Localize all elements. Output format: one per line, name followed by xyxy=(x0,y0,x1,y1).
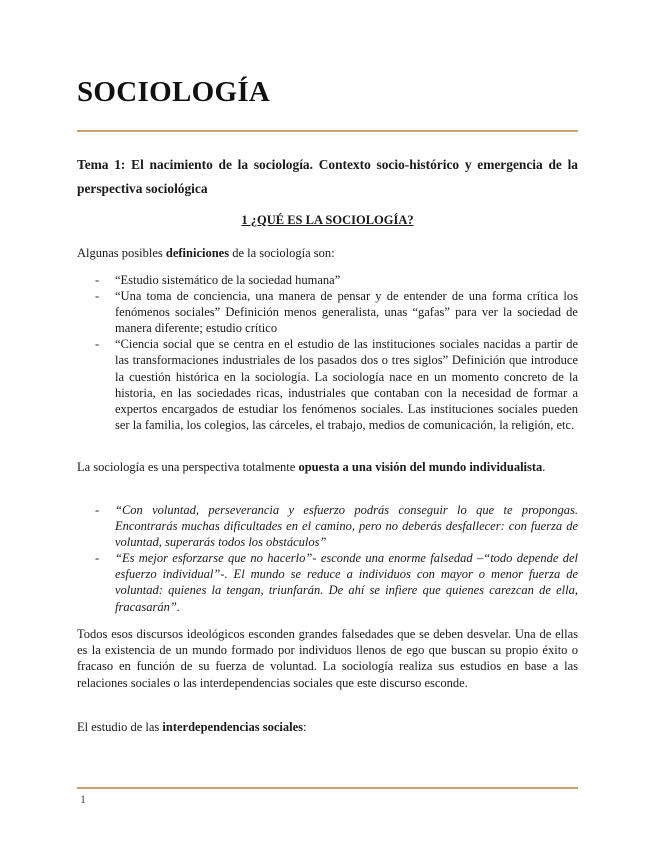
interdependencies-text-after: : xyxy=(303,720,307,734)
interdependencies-paragraph xyxy=(77,719,578,735)
intro-text-after: de la sociología son: xyxy=(229,246,335,260)
definition-text: “Una toma de conciencia, una manera de pensar y de entender de una forma crítica los fenómenos sociales” Definición menos generalista, unas “gafas” para ver la sociedad de manera diferente; estudio crítico xyxy=(115,289,578,336)
dash-bullet: - xyxy=(95,503,100,517)
footer-divider xyxy=(77,787,578,789)
dash-bullet: - xyxy=(95,289,100,304)
section-heading: 1 ¿QUÉ ES LA SOCIOLOGÍA? xyxy=(241,213,414,227)
individualism-text-after: . xyxy=(542,460,546,474)
dash-bullet: - xyxy=(95,337,100,352)
intro-text-before: Algunas posibles xyxy=(77,246,166,260)
intro-bold: definiciones xyxy=(165,246,230,260)
individualism-paragraph xyxy=(77,459,578,475)
quotes-list xyxy=(77,502,578,615)
quote-text: “Con voluntad, perseverancia y esfuerzo podrás conseguir lo que te propongas. Encontrarás muchas dificultades en el camino, pero no deberás desfallecer: con fuerza de voluntad, superarás todos los obstáculos” xyxy=(115,503,578,550)
individualism-text-before: La sociología es una perspectiva totalmente xyxy=(77,460,299,474)
list-item xyxy=(77,550,578,614)
interdependencies-text-before: El estudio de las xyxy=(77,720,163,734)
individualism-bold: opuesta a una visión del mundo individualista xyxy=(298,460,543,474)
document-title: SOCIOLOGÍA xyxy=(77,76,271,108)
intro-paragraph xyxy=(77,245,578,261)
header-divider xyxy=(77,130,578,132)
list-item xyxy=(77,502,578,550)
definition-text: “Estudio sistemático de la sociedad humana” xyxy=(115,273,341,287)
list-item xyxy=(77,336,578,433)
list-item xyxy=(77,288,578,336)
topic-heading: Tema 1: El nacimiento de la sociología. Contexto socio-histórico y emergencia de la perspectiva sociológica xyxy=(77,157,578,196)
list-item xyxy=(77,272,578,288)
dash-bullet: - xyxy=(95,551,100,566)
dash-bullet: - xyxy=(95,273,100,287)
interdependencies-bold: interdependencias sociales xyxy=(162,720,304,734)
quote-text: “Es mejor esforzarse que no hacerlo”- esconde una enorme falsedad –“todo depende del esfuerzo individual”-. El mundo se reduce a individuos con mayor o menor fuerza de voluntad: quienes la tengan, triunfarán. De ahí se infiere que quienes carezcan de ella, fracasarán”. xyxy=(115,551,578,614)
definition-text: “Ciencia social que se centra en el estudio de las instituciones sociales nacidas a partir de las transformaciones industriales de los pasados dos o tres siglos” Definición que introduce la cuestión histórica en la sociología. La sociología nace en un momento concreto de la historia, en las sociedades ricas, industriales que contaban con la necesidad de formar a expertos encargados de estudiar los fenómenos sociales. Las instituciones sociales pueden ser la familia, los colegios, las cárceles, el trabajo, medios de comunicación, la religión, etc. xyxy=(115,337,578,432)
page-number: 1 xyxy=(80,792,86,806)
definitions-list xyxy=(77,272,578,433)
discourse-paragraph: Todos esos discursos ideológicos esconden grandes falsedades que se deben desvelar. Una de ellas es la existencia de un mundo formado por individuos llenos de ego que buscan su propio éxito o fracaso en función de su fuerza de voluntad. La sociología realiza sus estudios en base a las relaciones sociales o las interdependencias sociales que este discurso esconde. xyxy=(77,627,578,690)
